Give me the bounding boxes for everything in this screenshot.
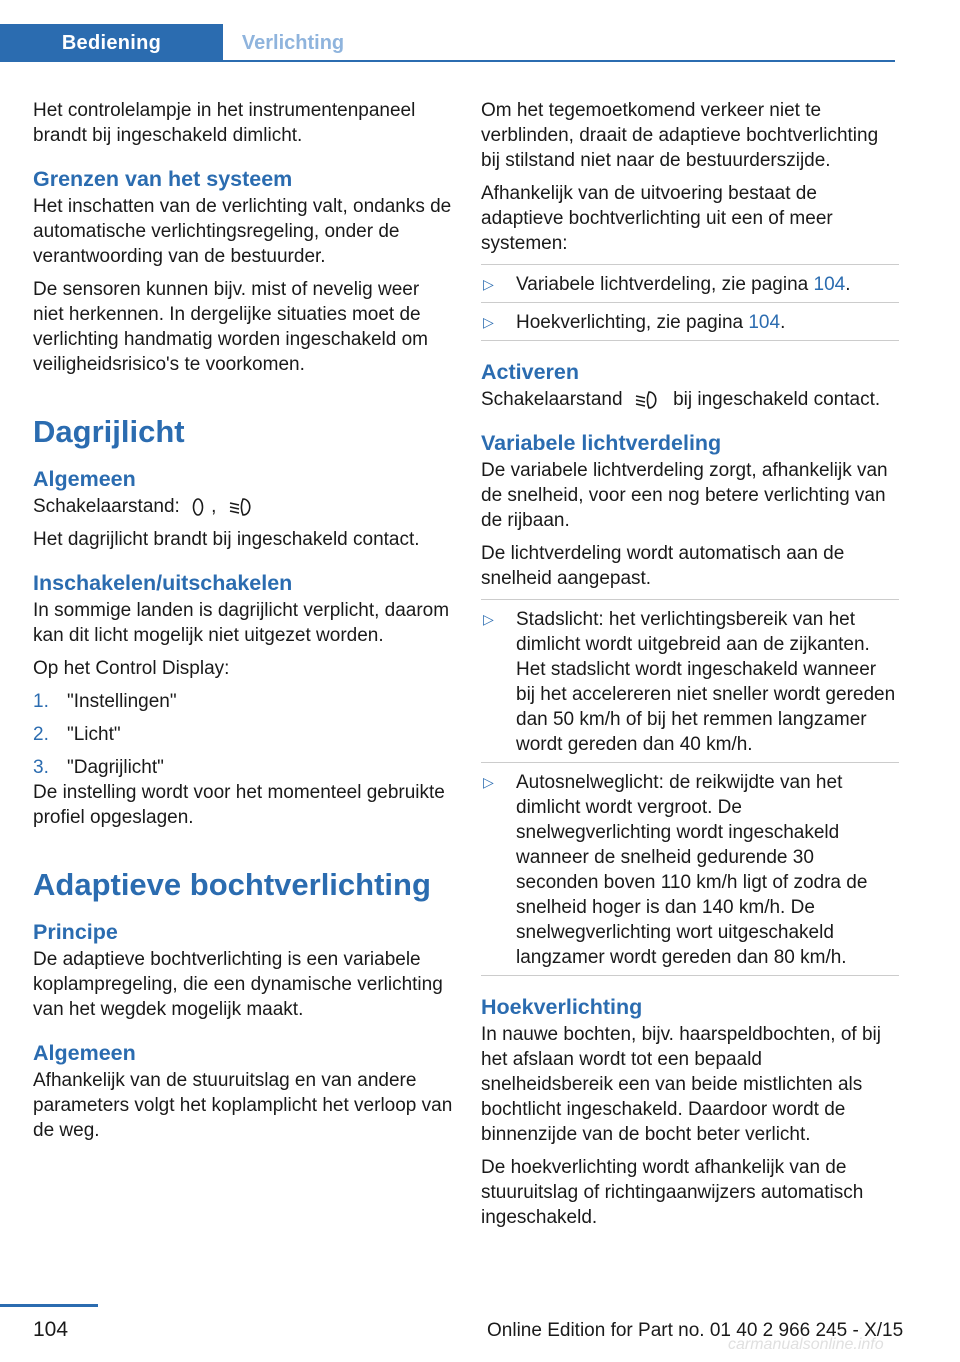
paragraph: De lichtverdeling wordt automatisch aan de snelheid aangepast.	[481, 543, 845, 589]
bullet-text: Variabele lichtverdeling, zie pagina 104.	[516, 274, 851, 295]
triangle-bullet-icon: ▷	[483, 611, 494, 627]
adaptive-light-icon	[634, 389, 662, 411]
step-number: 1.	[33, 691, 49, 712]
heading-adaptieve: Adaptieve bochtverlichting	[33, 867, 431, 902]
bullet-text: Autosnelweglicht: de reikwijdte van het dimlicht wordt vergroot. De snelwegverlichting wordt ingeschakeld wanneer de snelheid gedurende 30 seconden boven 110 km/h ligt of zodra de snelheid hoger is dan 140 km/h. De snelwegverlichting wort uitgeschakeld langzamer wordt gereden dan 80 km/h.	[516, 772, 868, 968]
triangle-bullet-icon: ▷	[483, 774, 494, 790]
step-text: "Dagrijlicht"	[67, 757, 164, 778]
heading-algemeen: Algemeen	[33, 467, 136, 491]
heading-inschakelen: Inschakelen/uitschakelen	[33, 571, 293, 595]
header-rule	[0, 60, 895, 62]
paragraph: De sensoren kunnen bijv. mist of nevelig weer niet herkennen. In dergelijke situaties moet de verlichting handmatig worden ingeschakeld om veiligheidsrisico's te voorkomen.	[33, 279, 429, 375]
paragraph: In sommige landen is dagrijlicht verplicht, daarom kan dit licht mogelijk niet uitgezet worden.	[33, 600, 450, 646]
bullet-text: Hoekverlichting, zie pagina 104.	[516, 312, 786, 333]
paragraph: De adaptieve bochtverlichting is een variabele koplampregeling, die een dynamische verlichting van het wegdek mogelijk maakt.	[33, 949, 443, 1020]
list-item	[33, 689, 453, 714]
paragraph: Afhankelijk van de uitvoering bestaat de adaptieve bochtverlichting uit een of meer systemen:	[481, 183, 833, 254]
heading-activeren: Activeren	[481, 360, 579, 384]
tab-bediening[interactable]: Bediening	[0, 24, 223, 62]
switch-label: Schakelaarstand:	[33, 496, 180, 517]
page-link[interactable]: 104	[813, 274, 846, 295]
step-text: "Licht"	[67, 724, 121, 745]
left-column	[33, 98, 453, 1151]
switch-suffix: bij ingeschakeld contact.	[673, 389, 881, 410]
switch-position-line	[481, 387, 899, 412]
list-item	[33, 755, 453, 780]
step-number: 2.	[33, 724, 49, 745]
comma: ,	[211, 496, 217, 517]
heading-grenzen: Grenzen van het systeem	[33, 167, 293, 191]
footer-rule	[0, 1304, 98, 1307]
steps-list	[33, 689, 453, 780]
edition-text: Online Edition for Part no. 01 40 2 966 245 - X/15	[487, 1320, 904, 1341]
bullet-text: Stadslicht: het verlichtingsbereik van het dimlicht wordt uitgebreid aan de zijkanten. Het stadslicht wordt ingeschakeld wanneer bij het accelereren niet sneller wordt gereden dan 50 km/h of bij het remmen langzamer wordt gereden dan 40 km/h.	[516, 609, 896, 755]
heading-dagrijlicht: Dagrijlicht	[33, 414, 185, 449]
header-tabbar	[0, 24, 895, 62]
light-distribution-list	[481, 599, 899, 976]
paragraph: Afhankelijk van de stuuruitslag en van andere parameters volgt het koplamplicht het verloop van de weg.	[33, 1070, 453, 1141]
tab-verlichting[interactable]: Verlichting	[241, 31, 345, 54]
paragraph: De instelling wordt voor het momenteel gebruikte profiel opgeslagen.	[33, 782, 445, 828]
step-number: 3.	[33, 757, 49, 778]
switch-label: Schakelaarstand	[481, 389, 623, 410]
paragraph: Het dagrijlicht brandt bij ingeschakeld contact.	[33, 529, 420, 550]
systems-list	[481, 264, 899, 341]
step-text: "Instellingen"	[67, 691, 177, 712]
triangle-bullet-icon: ▷	[483, 276, 494, 292]
heading-variabele: Variabele lichtverdeling	[481, 431, 722, 455]
paragraph: De variabele lichtverdeling zorgt, afhankelijk van de snelheid, voor een nog betere verlichting van de rijbaan.	[481, 460, 888, 531]
switch-position-line	[33, 494, 453, 519]
paragraph: In nauwe bochten, bijv. haarspeldbochten, of bij het afslaan wordt tot een bepaald snelheidsbereik een van beide mistlichten als bochtlicht ingeschakeld. Daardoor wordt de binnenzijde van de bocht beter verlicht.	[481, 1024, 881, 1145]
page-link[interactable]: 104	[748, 312, 781, 333]
paragraph: Op het Control Display:	[33, 658, 230, 679]
list-item	[481, 599, 899, 762]
low-beam-icon	[228, 496, 256, 518]
heading-algemeen-2: Algemeen	[33, 1041, 136, 1065]
list-item	[481, 302, 899, 340]
heading-hoekverlichting: Hoekverlichting	[481, 995, 643, 1019]
watermark: carmanualsonline.info	[728, 1336, 884, 1353]
parking-light-icon	[191, 497, 205, 517]
paragraph: Om het tegemoetkomend verkeer niet te verblinden, draait de adaptieve bochtverlichting bij stilstand niet naar de bestuurderszijde.	[481, 100, 879, 171]
paragraph: Het controlelampje in het instrumentenpaneel brandt bij ingeschakeld dimlicht.	[33, 100, 416, 146]
heading-principe: Principe	[33, 920, 118, 944]
list-item	[481, 264, 899, 302]
list-item	[481, 762, 899, 975]
list-item	[33, 722, 453, 747]
paragraph: De hoekverlichting wordt afhankelijk van de stuuruitslag of richtingaanwijzers automatisch ingeschakeld.	[481, 1157, 864, 1228]
triangle-bullet-icon: ▷	[483, 314, 494, 330]
page-number: 104	[33, 1318, 69, 1341]
paragraph: Het inschatten van de verlichting valt, ondanks de automatische verlichtingsregeling, onder de verantwoording van de bestuurder.	[33, 196, 452, 267]
right-column	[481, 98, 899, 1238]
